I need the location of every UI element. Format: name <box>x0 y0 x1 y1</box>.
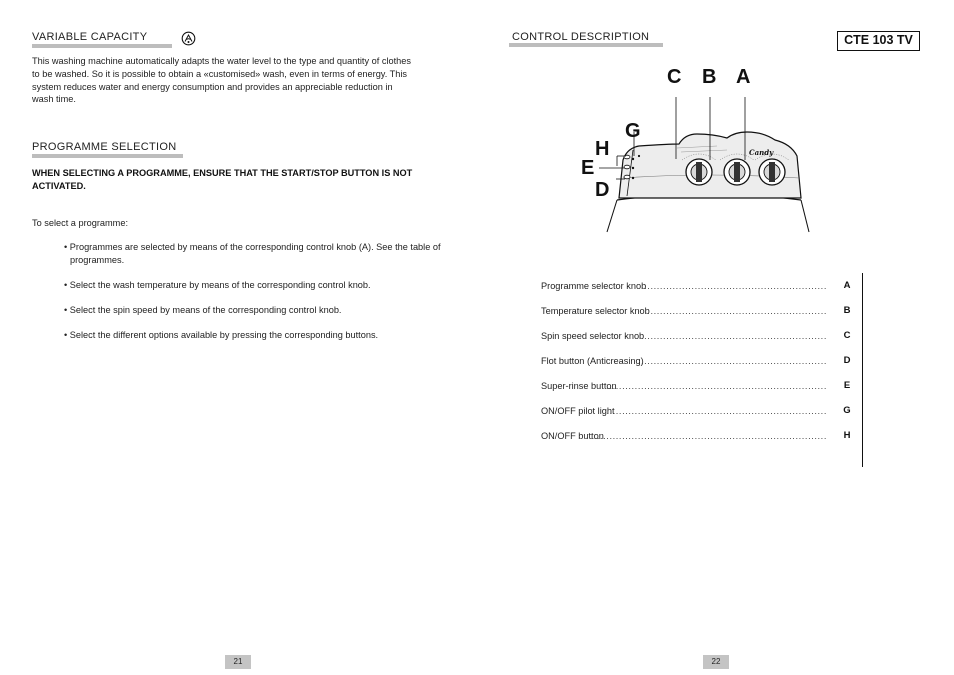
text-line: This washing machine automatically adapts the water level to the type and quantity of clothes <box>32 56 411 66</box>
bullet-item: • Programmes are selected by means of the corresponding control knob (A). See the table of programmes. <box>64 242 441 265</box>
leader-dots: ........................................................... <box>640 331 827 341</box>
programme-warning <box>32 167 452 193</box>
section-rule <box>509 43 663 47</box>
control-letter: A <box>843 280 851 291</box>
control-label: ON/OFF button <box>541 431 604 441</box>
control-label: Temperature selector knob <box>541 306 650 316</box>
control-label: Super-rinse button <box>541 381 617 391</box>
temperature-knob <box>724 159 750 185</box>
bullet-item: • Select the spin speed by means of the corresponding control knob. <box>64 305 342 315</box>
label-b: B <box>702 66 717 88</box>
label-c: C <box>667 66 682 88</box>
brand-logo: Candy <box>749 148 774 157</box>
list-item <box>541 278 853 303</box>
control-letter: G <box>843 405 851 416</box>
leader-dots: ...................................................................... <box>606 381 827 391</box>
vertical-divider <box>862 273 863 467</box>
control-panel-diagram <box>577 60 817 235</box>
control-letter: D <box>843 355 851 366</box>
section-rule <box>32 154 183 158</box>
label-e: E <box>581 157 595 179</box>
model-label: CTE 103 TV <box>837 31 920 51</box>
control-description-heading: CONTROL DESCRIPTION <box>512 31 650 43</box>
control-label: Flot button (Anticreasing) <box>541 356 644 366</box>
text-line: system reduces water and energy consumption and provides an appreciable reduction in <box>32 81 393 92</box>
leader-dots: ........................................................... <box>640 281 827 291</box>
control-list <box>541 278 853 453</box>
list-item <box>541 328 853 353</box>
leader-dots: ........................................................................... <box>590 431 827 441</box>
section-rule <box>32 44 172 48</box>
list-item <box>541 353 853 378</box>
bullet-item: • Select the different options available by pressing the corresponding buttons. <box>64 330 379 340</box>
label-h: H <box>595 138 610 160</box>
variable-capacity-text <box>32 55 445 106</box>
label-a: A <box>736 66 751 88</box>
control-letter: H <box>843 430 851 441</box>
variable-capacity-heading: VARIABLE CAPACITY <box>32 31 148 43</box>
label-d: D <box>595 179 610 201</box>
label-g: G <box>625 120 641 142</box>
page-number: 21 <box>225 655 251 669</box>
variable-capacity-icon <box>181 31 196 46</box>
control-panel-drawing <box>577 60 817 235</box>
warning-line: ACTIVATED. <box>32 180 86 191</box>
bullet-item: • Select the wash temperature by means of the corresponding control knob. <box>64 280 371 290</box>
leader-dots: ......................................................... <box>647 306 827 316</box>
control-letter: C <box>843 330 851 341</box>
warning-line: WHEN SELECTING A PROGRAMME, ENSURE THAT THE START/STOP BUTTON IS NOT <box>32 168 413 178</box>
leader-dots: ...................................................................... <box>606 406 827 416</box>
spin-speed-knob <box>686 159 712 185</box>
leader-dots: ............................................................ <box>637 356 827 366</box>
text-line: to be washed. So it is possible to obtain a «customised» wash, even in terms of energy. This <box>32 68 408 79</box>
programme-selection-heading: PROGRAMME SELECTION <box>32 141 177 153</box>
list-item <box>541 428 853 453</box>
control-letter: B <box>843 305 851 316</box>
list-item <box>541 303 853 328</box>
page-number: 22 <box>703 655 729 669</box>
control-label: Spin speed selector knob <box>541 331 645 341</box>
control-letter: E <box>843 380 851 391</box>
programme-intro: To select a programme: <box>32 218 128 228</box>
right-page <box>477 0 954 675</box>
list-item <box>541 378 853 403</box>
text-line: wash time. <box>32 94 76 105</box>
list-item <box>541 403 853 428</box>
control-label: ON/OFF pilot light <box>541 406 615 416</box>
control-label: Programme selector knob <box>541 281 647 291</box>
programme-knob <box>759 159 785 185</box>
